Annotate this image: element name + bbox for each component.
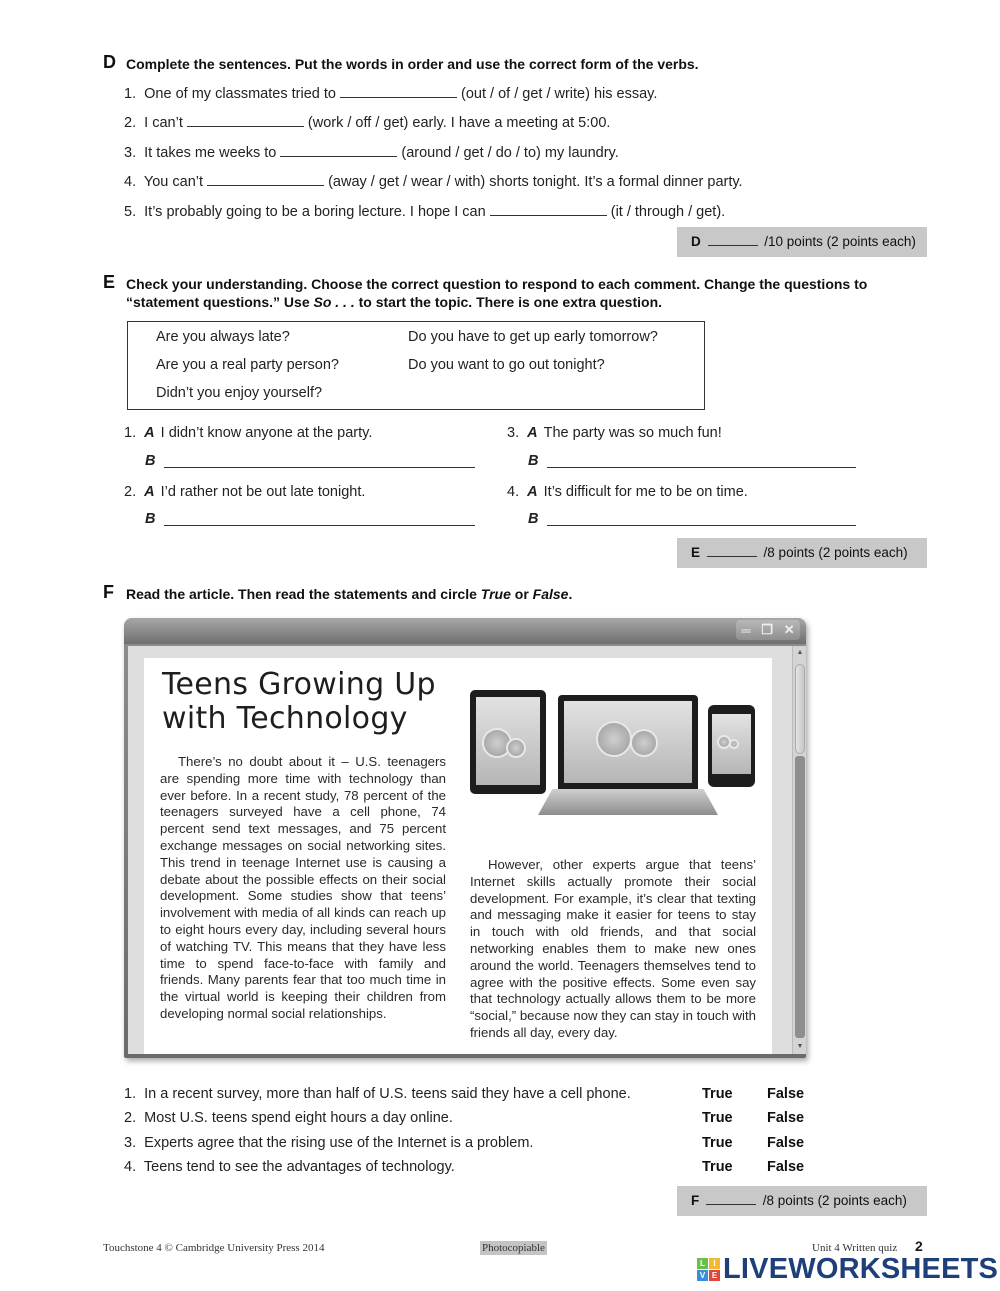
e-item-1-b [145, 453, 161, 469]
statement-text: In a recent survey, more than half of U.S. teens said they have a cell phone. [144, 1086, 631, 1102]
d-item-4 [124, 172, 743, 190]
e-item-4-answer-line[interactable] [547, 525, 856, 526]
page-number: 2 [915, 1238, 923, 1254]
score-letter: E [691, 545, 701, 560]
article-page [144, 658, 772, 1054]
item-text: One of my classmates tried to [144, 86, 336, 102]
answer-blank[interactable] [490, 202, 607, 216]
instruction-text: or [510, 586, 533, 602]
window-content [128, 646, 792, 1054]
instruction-text: . [568, 586, 573, 602]
item-text: (it / through / get). [610, 204, 726, 220]
item-number: 3. [124, 145, 137, 161]
footer-photocopiable: Photocopiable [482, 1242, 545, 1254]
e-item-2-answer-line[interactable] [164, 525, 475, 526]
answer-blank[interactable] [187, 113, 304, 127]
section-e-instruction-line1: Check your understanding. Choose the correct question to respond to each comment. Change the questions to [126, 276, 868, 292]
score-text: /8 points (2 points each) [763, 545, 908, 560]
speaker-b: B [145, 511, 156, 527]
speaker-b: B [528, 453, 539, 469]
logo-tile: E [709, 1270, 720, 1281]
question-option: Are you a real party person? [156, 357, 339, 373]
item-number: 1. [124, 1086, 137, 1102]
section-d-letter: D [103, 52, 116, 72]
false-option[interactable]: False [767, 1110, 805, 1126]
footer-copyright: Touchstone 4 © Cambridge University Press 2014 [103, 1242, 325, 1254]
item-number: 2. [124, 484, 137, 500]
window-titlebar[interactable] [124, 618, 806, 644]
e-item-3-b [528, 453, 544, 469]
d-item-1 [124, 84, 657, 102]
f-statement-1 [124, 1086, 631, 1102]
laptop-icon [558, 695, 698, 789]
item-number: 1. [124, 425, 137, 441]
false-option[interactable]: False [767, 1086, 805, 1102]
e-item-4-b [528, 511, 544, 527]
e-item-1-answer-line[interactable] [164, 467, 475, 468]
e-item-2-b [145, 511, 161, 527]
item-text: You can’t [143, 174, 204, 190]
liveworksheets-logo[interactable] [697, 1254, 998, 1284]
restore-icon[interactable]: ❐ [761, 622, 773, 637]
scroll-track[interactable] [795, 756, 805, 1038]
e-item-1-a [124, 425, 372, 441]
e-item-4-a [507, 484, 748, 500]
score-letter: F [691, 1193, 700, 1208]
item-text: It takes me weeks to [144, 145, 277, 161]
statement-text: Experts agree that the rising use of the Internet is a problem. [144, 1135, 534, 1151]
answer-blank[interactable] [207, 172, 324, 186]
question-option: Didn’t you enjoy yourself? [156, 385, 323, 401]
logo-text: LIVEWORKSHEETS [723, 1253, 999, 1285]
article-column-2: However, other experts argue that teens’ Internet skills actually promote their social development. For example, it’s clear that texting and messaging make it easier for teens to stay in touch with old friends, and that social networking enables them to make new ones around the world. Teenagers themselves tend to agree with the positive effects. Some even say that technology actually allows them to be more “social,” because now they can stay in touch with friends all day, every day. [470, 857, 756, 1040]
instruction-italic: False [532, 586, 569, 602]
section-d-instruction: Complete the sentences. Put the words in order and use the correct form of the verbs. [126, 56, 699, 72]
article-title [162, 668, 436, 736]
f-statement-2 [124, 1110, 453, 1126]
f-statement-4 [124, 1159, 455, 1175]
item-text: (around / get / do / to) my laundry. [401, 145, 619, 161]
comment-text: The party was so much fun! [543, 425, 722, 441]
true-option[interactable]: True [702, 1110, 733, 1126]
speaker-b: B [145, 453, 156, 469]
section-f-score [677, 1186, 927, 1216]
scroll-up-icon[interactable]: ▲ [796, 649, 804, 656]
tablet-icon [470, 690, 546, 794]
devices-illustration-icon [470, 688, 760, 838]
score-blank[interactable] [706, 1193, 756, 1205]
section-d-score [677, 227, 927, 257]
speaker-a: A [527, 484, 538, 500]
scroll-thumb[interactable] [795, 664, 805, 754]
item-text: I can’t [144, 115, 183, 131]
f-statement-3 [124, 1135, 533, 1151]
question-box [127, 321, 705, 410]
article-window [124, 618, 806, 1058]
true-option[interactable]: True [702, 1159, 733, 1175]
item-text: It’s probably going to be a boring lecture. I hope I can [144, 204, 486, 220]
comment-text: I’d rather not be out late tonight. [160, 484, 366, 500]
scroll-down-icon[interactable]: ▼ [796, 1043, 804, 1050]
score-blank[interactable] [708, 234, 758, 246]
item-number: 3. [507, 425, 520, 441]
statement-text: Most U.S. teens spend eight hours a day online. [144, 1110, 453, 1126]
e-item-3-answer-line[interactable] [547, 467, 856, 468]
comment-text: It’s difficult for me to be on time. [543, 484, 748, 500]
article-column-1: There’s no doubt about it – U.S. teenagers are spending more time with technology than ever before. In a recent study, 78 percent of the teenagers surveyed have a cell phone, 74 percent send text messages, and 75 percent exchange messages on social networking sites. This trend in teenage Internet use is causing a debate about the possible effects on their social development. Some studies show that teens’ involvement with media of all kinds can reach up to eight hours every day, including several hours of watching TV. This means that they have less time to spend face-to-face with family and friends. Many parents fear that too much time in the virtual world is keeping their children from developing normal social relationships. [160, 754, 446, 1021]
logo-tile: I [709, 1258, 720, 1269]
e-item-2-a [124, 484, 365, 500]
instruction-text: Read the article. Then read the statements and circle [126, 586, 481, 602]
question-option: Do you want to go out tonight? [408, 357, 605, 373]
instruction-italic: True [480, 586, 511, 602]
footer-quiz-title: Unit 4 Written quiz [812, 1242, 898, 1254]
true-option[interactable]: True [702, 1135, 733, 1151]
section-e-score [677, 538, 927, 568]
title-line: with Technology [162, 701, 408, 736]
score-blank[interactable] [707, 545, 757, 557]
speaker-b: B [528, 511, 539, 527]
speaker-a: A [144, 484, 155, 500]
d-item-3 [124, 143, 619, 161]
answer-blank[interactable] [280, 143, 397, 157]
item-number: 5. [124, 204, 137, 220]
instruction-text: to start the topic. There is one extra question. [354, 294, 663, 310]
item-number: 4. [124, 174, 137, 190]
false-option[interactable]: False [767, 1135, 805, 1151]
score-text: /10 points (2 points each) [764, 234, 916, 249]
false-option[interactable]: False [767, 1159, 805, 1175]
item-number: 2. [124, 115, 137, 131]
d-item-5 [124, 202, 725, 220]
d-item-2 [124, 113, 610, 131]
item-text: (away / get / wear / with) shorts tonight. It’s a formal dinner party. [328, 174, 743, 190]
statement-text: Teens tend to see the advantages of technology. [143, 1159, 455, 1175]
instruction-text: “statement questions.” Use [126, 294, 314, 310]
comment-text: I didn’t know anyone at the party. [160, 425, 373, 441]
score-text: /8 points (2 points each) [762, 1193, 907, 1208]
item-number: 3. [124, 1135, 137, 1151]
title-line: Teens Growing Up [162, 667, 436, 702]
vertical-scrollbar[interactable] [792, 646, 806, 1054]
logo-tiles-icon [697, 1258, 720, 1281]
item-text: (out / of / get / write) his essay. [461, 86, 658, 102]
item-text: (work / off / get) early. I have a meeting at 5:00. [307, 115, 611, 131]
question-option: Are you always late? [156, 329, 290, 345]
true-option[interactable]: True [702, 1086, 733, 1102]
e-item-3-a [507, 425, 722, 441]
item-number: 4. [507, 484, 520, 500]
laptop-keyboard [538, 789, 718, 815]
speaker-a: A [144, 425, 155, 441]
section-f-instruction [126, 585, 572, 603]
phone-icon [708, 705, 755, 787]
section-f-letter: F [103, 582, 114, 602]
minimize-icon[interactable]: ═ [741, 622, 751, 638]
question-option: Do you have to get up early tomorrow? [408, 329, 658, 345]
item-number: 4. [124, 1159, 137, 1175]
section-e-instruction-line2 [126, 293, 662, 311]
speaker-a: A [527, 425, 538, 441]
score-letter: D [691, 234, 701, 249]
window-controls [736, 620, 800, 640]
logo-tile: V [697, 1270, 708, 1281]
instruction-italic: So . . . [313, 294, 355, 310]
close-icon[interactable]: ✕ [783, 622, 795, 637]
answer-blank[interactable] [340, 84, 457, 98]
item-number: 1. [124, 86, 137, 102]
section-e-letter: E [103, 272, 116, 292]
item-number: 2. [124, 1110, 137, 1126]
logo-tile: L [697, 1258, 708, 1269]
